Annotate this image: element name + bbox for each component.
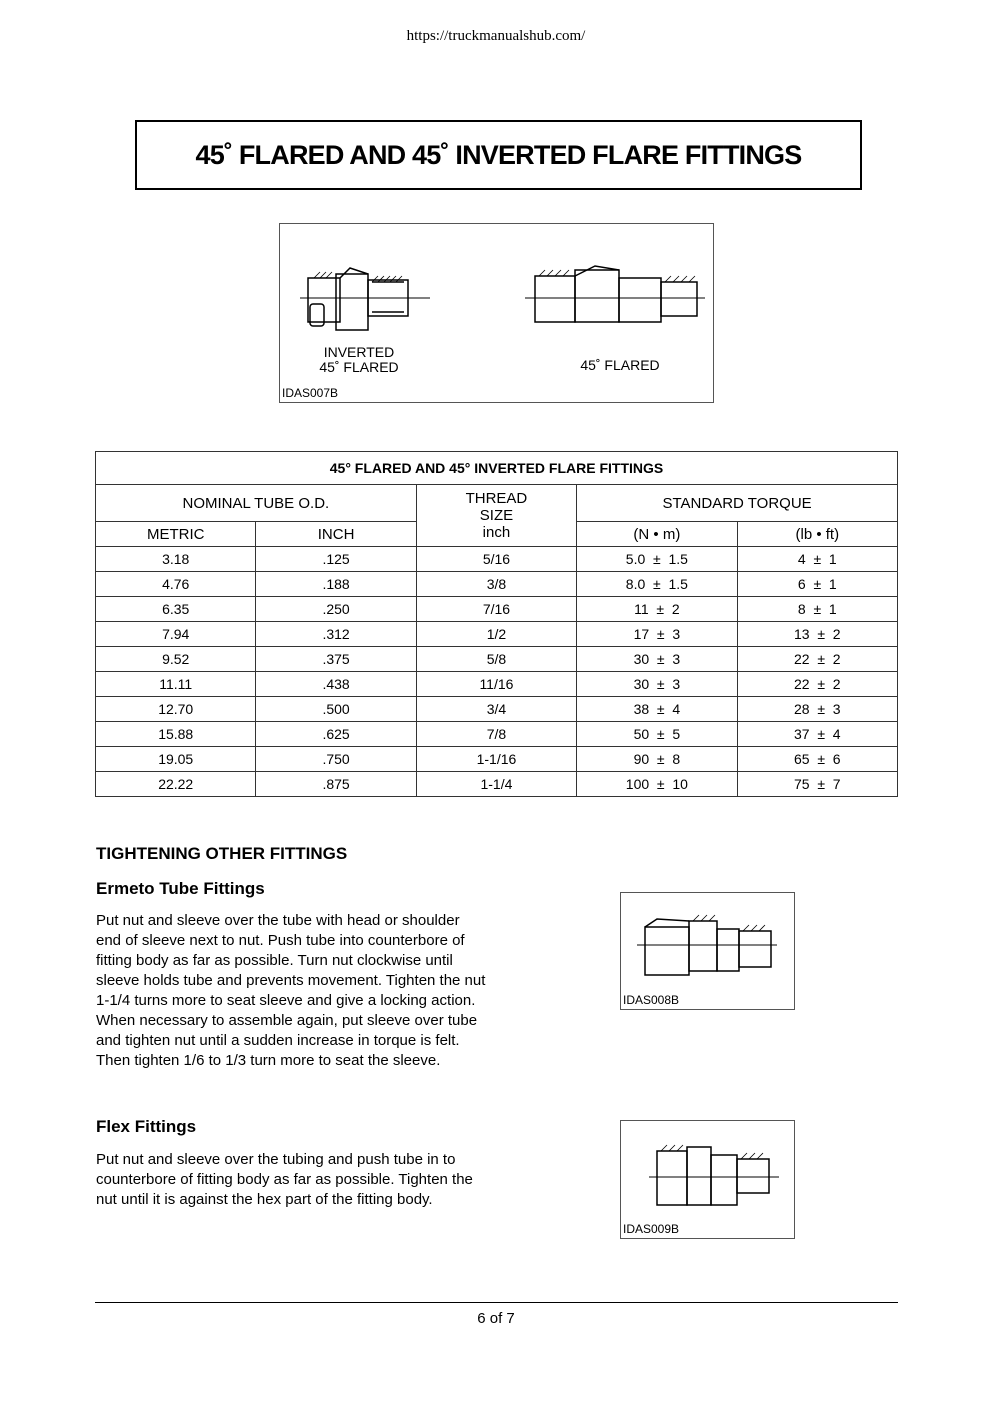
cell-metric: 19.05 [96,747,256,772]
cell-metric: 6.35 [96,597,256,622]
cell-thread: 1-1/16 [416,747,576,772]
cell-thread: 7/8 [416,722,576,747]
table-row [96,622,898,647]
cell-metric: 3.18 [96,547,256,572]
cell-torque-lbft: 28 ± 3 [737,697,897,722]
col-metric: METRIC [96,522,256,547]
cell-torque-lbft: 6 ± 1 [737,572,897,597]
ermeto-heading: Ermeto Tube Fittings [96,879,265,898]
table-row [96,697,898,722]
torque-table [95,451,898,797]
cell-inch: .312 [256,622,416,647]
table-row [96,747,898,772]
cell-thread: 5/16 [416,547,576,572]
cell-inch: .125 [256,547,416,572]
cell-torque-lbft: 8 ± 1 [737,597,897,622]
cell-torque-lbft: 13 ± 2 [737,622,897,647]
thread-header-line2: SIZE [479,507,514,524]
cell-inch: .875 [256,772,416,797]
table-row [96,647,898,672]
cell-metric: 11.11 [96,672,256,697]
ermeto-figure [620,892,795,1010]
cell-thread: 5/8 [416,647,576,672]
cell-metric: 22.22 [96,772,256,797]
cell-metric: 15.88 [96,722,256,747]
cell-torque-lbft: 65 ± 6 [737,747,897,772]
page-title: 45˚ FLARED AND 45˚ INVERTED FLARE FITTINGS [195,139,802,170]
thread-header-unit: inch [482,524,511,541]
cell-metric: 4.76 [96,572,256,597]
table-row [96,547,898,572]
thread-header-line1: THREAD [465,490,528,507]
cell-torque-nm: 100 ± 10 [577,772,737,797]
cell-thread: 7/16 [416,597,576,622]
cell-torque-nm: 38 ± 4 [577,697,737,722]
inverted-flare-label [300,345,418,375]
cell-torque-lbft: 37 ± 4 [737,722,897,747]
flex-fitting-drawing [649,1139,779,1211]
inverted-label-line2: 45˚ FLARED [319,359,399,375]
title-box [135,120,862,190]
flex-paragraph: Put nut and sleeve over the tubing and push tube in to counterbore of fitting body as far as possible. Tighten the nut until it is against the hex part of the fitting body. [96,1151,473,1208]
standard-torque-header: STANDARD TORQUE [577,485,898,522]
table-row [96,597,898,622]
cell-thread: 3/8 [416,572,576,597]
flex-heading: Flex Fittings [96,1117,197,1136]
ermeto-paragraph: Put nut and sleeve over the tube with head or shoulder end of sleeve next to nut. Push tube into counterbore of fitting body as far as possible. Turn nut clockwise until sleeve holds tube and prevents movement. Tighten the nut 1-1/4 turns more to seat sleeve and give a locking action. When necessary to assemble again, put sleeve over tube and tighten nut until a sudden increase in torque is felt. Then tighten 1/6 to 1/3 turn more to seat the sleeve. [96,912,486,1069]
cell-metric: 7.94 [96,622,256,647]
col-nm: (N • m) [577,522,737,547]
inverted-flare-fitting-drawing [300,260,430,340]
cell-torque-lbft: 4 ± 1 [737,547,897,572]
cell-torque-nm: 5.0 ± 1.5 [577,547,737,572]
cell-thread: 1/2 [416,622,576,647]
header-url: https://truckmanualshub.com/ [406,28,586,44]
page-number: 6 of 7 [477,1310,515,1327]
cell-thread: 11/16 [416,672,576,697]
cell-inch: .625 [256,722,416,747]
fitting-figure-1 [279,223,714,403]
cell-inch: .438 [256,672,416,697]
cell-inch: .750 [256,747,416,772]
table-row [96,572,898,597]
cell-inch: .250 [256,597,416,622]
cell-thread: 1-1/4 [416,772,576,797]
thread-size-header [416,485,576,547]
flex-caption: IDAS009B [623,1222,680,1236]
footer-divider [95,1302,898,1303]
cell-torque-nm: 17 ± 3 [577,622,737,647]
cell-torque-nm: 90 ± 8 [577,747,737,772]
table-row [96,772,898,797]
cell-torque-nm: 30 ± 3 [577,647,737,672]
cell-metric: 12.70 [96,697,256,722]
cell-inch: .188 [256,572,416,597]
figure1-caption: IDAS007B [282,386,339,400]
cell-torque-nm: 11 ± 2 [577,597,737,622]
cell-thread: 3/4 [416,697,576,722]
flex-figure [620,1120,795,1239]
cell-torque-nm: 50 ± 5 [577,722,737,747]
col-inch: INCH [256,522,416,547]
table-row [96,722,898,747]
ermeto-caption: IDAS008B [623,993,680,1007]
cell-torque-nm: 8.0 ± 1.5 [577,572,737,597]
table-title: 45° FLARED AND 45° INVERTED FLARE FITTINGS [96,452,898,485]
nominal-tube-header: NOMINAL TUBE O.D. [96,485,417,522]
flared-label: 45˚ FLARED [580,357,660,373]
col-lbft: (lb • ft) [737,522,897,547]
cell-metric: 9.52 [96,647,256,672]
cell-inch: .375 [256,647,416,672]
cell-torque-lbft: 22 ± 2 [737,647,897,672]
cell-torque-lbft: 22 ± 2 [737,672,897,697]
cell-torque-nm: 30 ± 3 [577,672,737,697]
flared-fitting-drawing [525,262,705,332]
tightening-heading: TIGHTENING OTHER FITTINGS [96,844,348,863]
cell-inch: .500 [256,697,416,722]
cell-torque-lbft: 75 ± 7 [737,772,897,797]
ermeto-fitting-drawing [637,911,777,981]
table-row [96,672,898,697]
inverted-label-line1: INVERTED [323,344,395,360]
